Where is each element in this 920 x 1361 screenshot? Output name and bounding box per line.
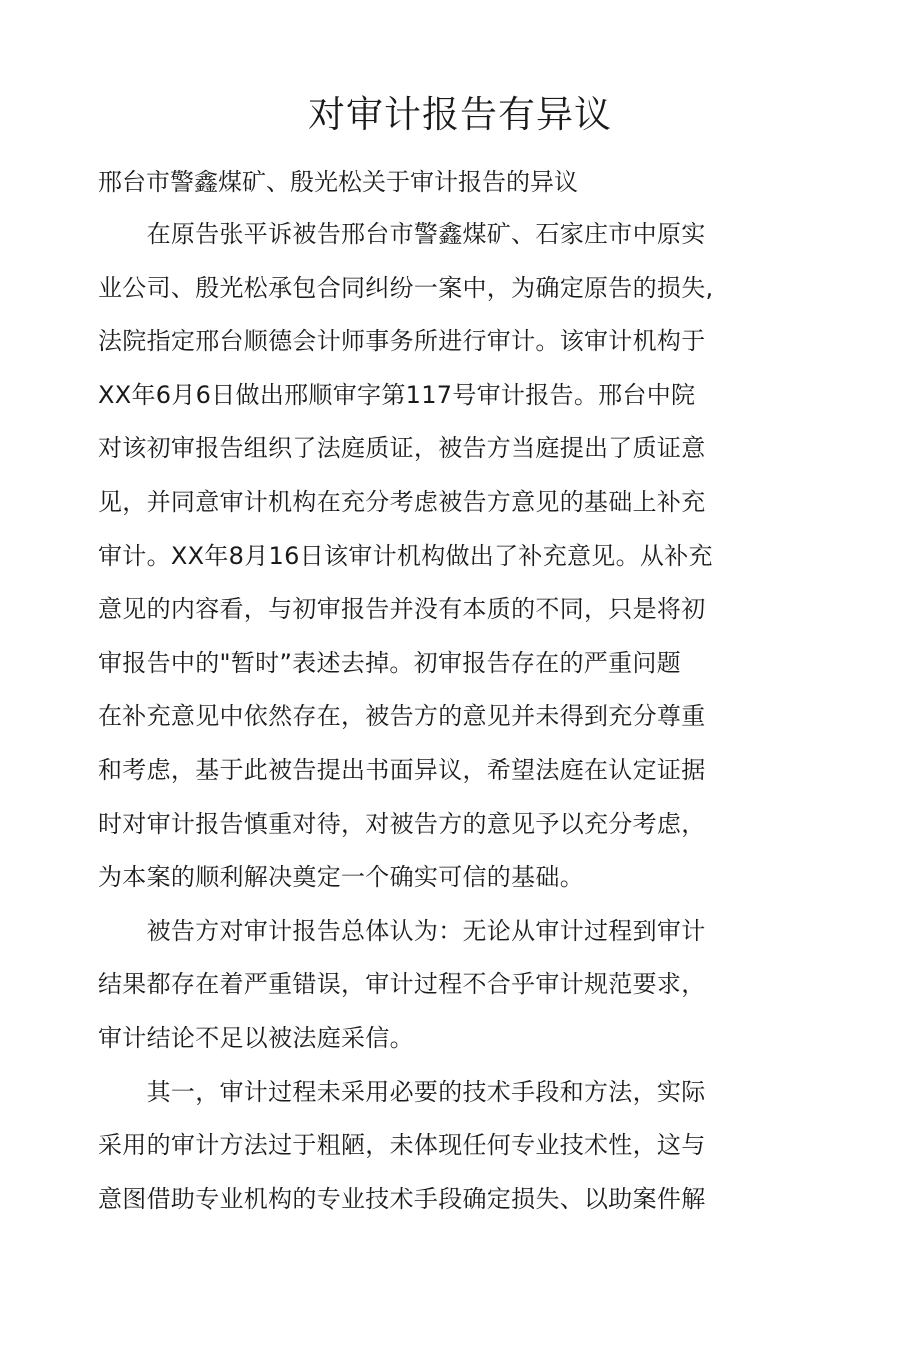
- text-line: 和考虑，基于此被告提出书面异议，希望法庭在认定证据: [98, 755, 706, 784]
- text-line: 意见的内容看，与初审报告并没有本质的不同，只是将初: [98, 595, 706, 624]
- text-line: 对该初审报告组织了法庭质证，被告方当庭提出了质证意: [98, 434, 706, 463]
- text-line: 审报告中的"暂时”表述去掉。初审报告存在的严重问题: [98, 648, 681, 677]
- text-line: 时对审计报告慎重对待，对被告方的意见予以充分考虑，: [98, 809, 706, 838]
- document-body: [98, 208, 758, 1226]
- text-line: 结果都存在着严重错误，审计过程不合乎审计规范要求，: [98, 970, 706, 999]
- document-title: 对审计报告有异议: [308, 93, 612, 136]
- paragraph-overall-opinion: [98, 905, 758, 1066]
- paragraph-point-one: [98, 1066, 758, 1227]
- text-line: 在原告张平诉被告邢台市警鑫煤矿、石家庄市中原实: [98, 220, 706, 248]
- text-line: 采用的审计方法过于粗陋，未体现任何专业技术性，这与: [98, 1131, 706, 1160]
- text-line: 审计。XX年8月16日该审计机构做出了补充意见。从补充: [98, 541, 713, 570]
- text-line: 其一，审计过程未采用必要的技术手段和方法，实际: [98, 1077, 706, 1106]
- paragraph-background: [98, 208, 758, 905]
- text-line: XX年6月6日做出邢顺审字第117号审计报告。邢台中院: [98, 380, 696, 409]
- text-line: 为本案的顺利解决奠定一个确实可信的基础。: [98, 863, 584, 892]
- document-subtitle: 邢台市警鑫煤矿、殷光松关于审计报告的异议: [98, 168, 578, 196]
- text-line: 业公司、殷光松承包合同纠纷一案中，为确定原告的损失,: [98, 273, 714, 302]
- text-line: 意图借助专业机构的专业技术手段确定损失、以助案件解: [98, 1184, 706, 1213]
- text-line: 法院指定邢台顺德会计师事务所进行审计。该审计机构于: [98, 327, 706, 356]
- text-line: 见，并同意审计机构在充分考虑被告方意见的基础上补充: [98, 487, 706, 516]
- text-line: 审计结论不足以被法庭采信。: [98, 1023, 414, 1052]
- text-line: 被告方对审计报告总体认为：无论从审计过程到审计: [98, 916, 706, 945]
- text-line: 在补充意见中依然存在，被告方的意见并未得到充分尊重: [98, 702, 706, 731]
